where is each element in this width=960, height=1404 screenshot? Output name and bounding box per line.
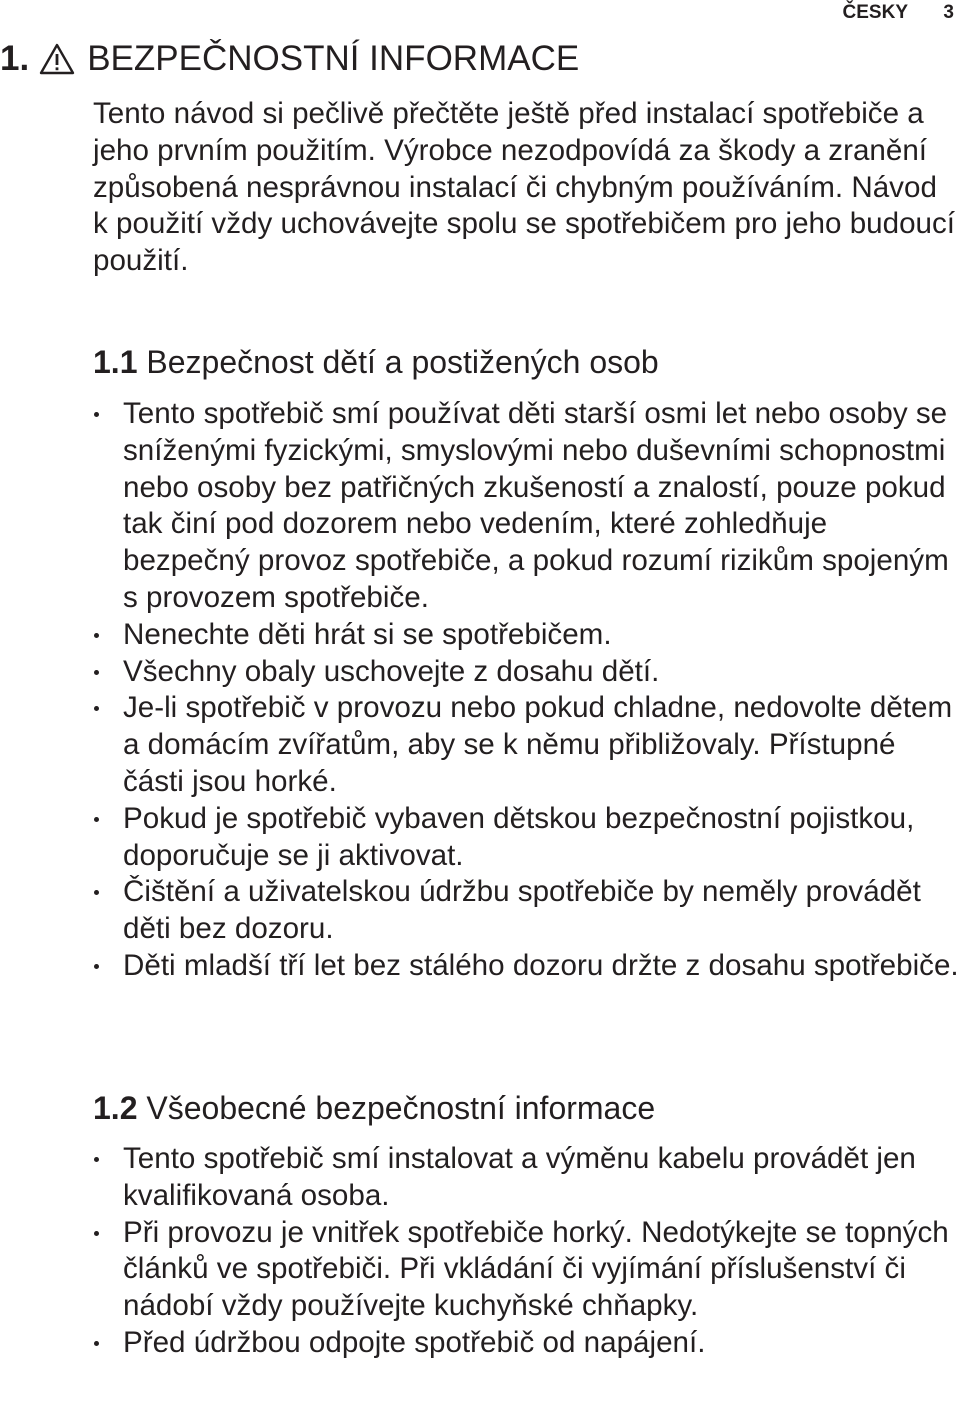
subsection-number: 1.1 bbox=[93, 344, 138, 380]
list-item: Tento spotřebič smí instalovat a výměnu kabelu provádět jen kvalifikovaná osoba. bbox=[93, 1141, 959, 1215]
list-item: Před údržbou odpojte spotřebič od napájení. bbox=[93, 1325, 959, 1362]
list-item: Tento spotřebič smí používat děti starší osmi let nebo osoby se sníženými fyzickými, smyslovými nebo duševními schopnostmi nebo osoby bez patřičných zkušeností a znalostí, pouze pokud tak činí pod dozorem nebo vedením, které zohledňuje bezpečný provoz spotřebiče, a pokud rozumí rizikům spojeným s provozem spotřebiče. bbox=[93, 396, 959, 617]
subsection-heading-children bbox=[93, 342, 659, 382]
list-item: Pokud je spotřebič vybaven dětskou bezpečnostní pojistkou, doporučuje se ji aktivovat. bbox=[93, 801, 959, 875]
list-item: Čištění a uživatelskou údržbu spotřebiče by neměly provádět děti bez dozoru. bbox=[93, 874, 959, 948]
intro-paragraph: Tento návod si pečlivě přečtěte ještě před instalací spotřebiče a jeho prvním použitím. Výrobce nezodpovídá za škody a zranění způsobená nesprávnou instalací či chybným používáním. Návod k použití vždy uchovávejte spolu se spotřebičem pro jeho budoucí použití. bbox=[93, 97, 956, 278]
list-item: Děti mladší tří let bez stálého dozoru držte z dosahu spotřebiče. bbox=[93, 948, 959, 985]
list-item: Všechny obaly uschovejte z dosahu dětí. bbox=[93, 654, 959, 691]
section-heading bbox=[0, 36, 579, 82]
list-item: Při provozu je vnitřek spotřebiče horký. Nedotýkejte se topných článků ve spotřebiči. Při vkládání či vyjímání příslušenství či nádobí vždy používejte kuchyňské chňapky. bbox=[93, 1215, 959, 1325]
list-item: Je-li spotřebič v provozu nebo pokud chladne, nedovolte dětem a domácím zvířatům, aby se k němu přibližovaly. Přístupné části jsou horké. bbox=[93, 690, 959, 800]
subsection-heading-general bbox=[93, 1088, 655, 1128]
subsection-title: Bezpečnost dětí a postižených osob bbox=[146, 344, 659, 380]
section-number: 1. bbox=[0, 39, 30, 78]
page-number: 3 bbox=[943, 2, 954, 23]
subsection-number: 1.2 bbox=[93, 1090, 138, 1126]
page-header bbox=[0, 2, 960, 26]
warning-triangle-icon bbox=[39, 43, 75, 75]
general-safety-list bbox=[93, 1141, 959, 1362]
language-label: ČESKY bbox=[842, 2, 908, 23]
section-title: BEZPEČNOSTNÍ INFORMACE bbox=[87, 39, 580, 78]
children-safety-list bbox=[93, 396, 959, 985]
list-item: Nenechte děti hrát si se spotřebičem. bbox=[93, 617, 959, 654]
subsection-title: Všeobecné bezpečnostní informace bbox=[146, 1090, 656, 1126]
